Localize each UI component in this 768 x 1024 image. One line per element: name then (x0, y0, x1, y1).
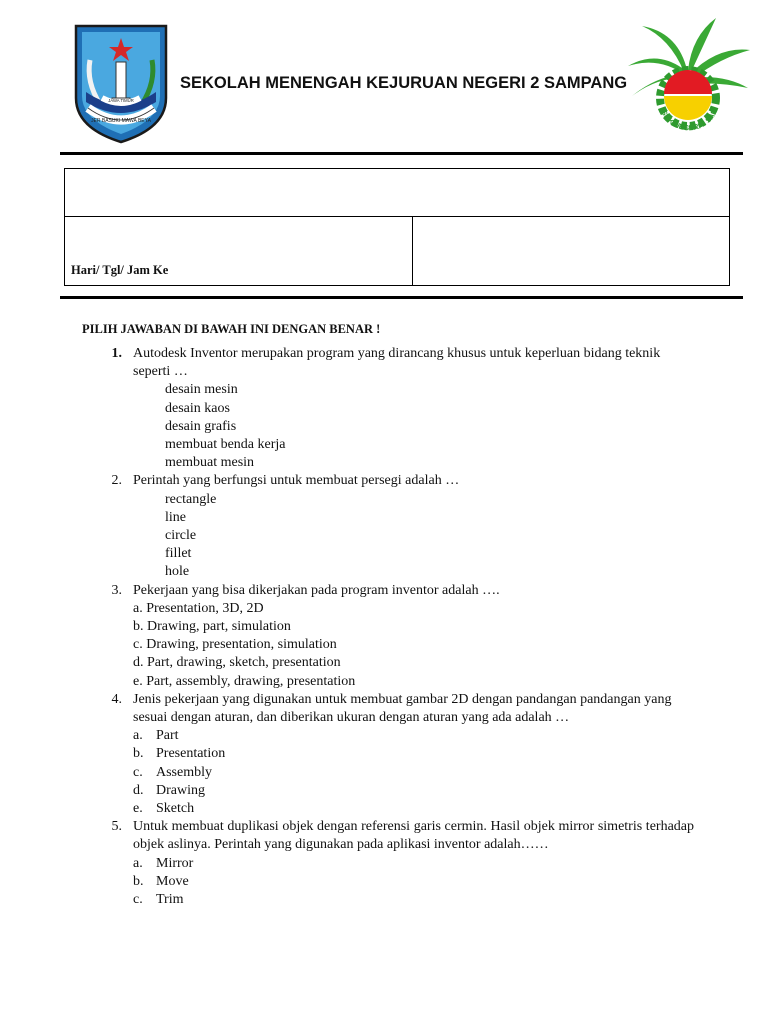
answer-option (133, 891, 768, 909)
east-java-emblem-logo (72, 20, 170, 144)
info-cell-date (65, 216, 413, 286)
info-row-subject (65, 169, 729, 217)
emblem-ribbon-text: JAWA TIMUR (108, 98, 134, 103)
option-letter: a. (133, 728, 143, 744)
answer-option (133, 727, 768, 745)
answer-option: desain kaos (165, 400, 230, 416)
answer-option (133, 873, 768, 891)
option-letter: d. (133, 782, 144, 798)
answer-option: rectangle (165, 491, 217, 507)
question-item (0, 472, 768, 490)
option-text: Drawing (156, 782, 205, 798)
question-number: 1. (111, 346, 122, 361)
option-text: Presentation (156, 746, 226, 762)
exam-info-table (64, 168, 730, 286)
answer-option: membuat benda kerja (165, 437, 286, 453)
header-divider-bottom (60, 296, 743, 299)
option-text: Assembly (156, 764, 212, 780)
answer-option: line (165, 509, 186, 525)
option-letter: c. (133, 892, 143, 908)
option-text: Trim (156, 892, 184, 908)
question-item (0, 345, 768, 381)
answer-option: desain mesin (165, 382, 238, 398)
option-text: Mirror (156, 855, 194, 871)
question-text: Jenis pekerjaan yang digunakan untuk membuat gambar 2D dengan pandangan pandangan yang sesuai dengan aturan, dan diberikan ukuran dengan aturan yang ada adalah … (133, 691, 672, 726)
question-number: 4. (111, 691, 122, 707)
answer-option: membuat mesin (165, 455, 255, 471)
logo-arc-text: SMK NEGERI 2 SAM (659, 106, 720, 133)
instruction-text: PILIH JAWABAN DI BAWAH INI DENGAN BENAR ! (82, 322, 381, 336)
question-item (0, 691, 768, 727)
question-text: Autodesk Inventor merupakan program yang dirancang khusus untuk keperluan bidang teknik seperti … (133, 346, 661, 380)
answer-option (133, 782, 768, 800)
answer-option: e. Part, assembly, drawing, presentation (133, 673, 356, 689)
answer-option: fillet (165, 546, 192, 562)
question-item (0, 582, 768, 600)
smk-negeri-2-sampang-logo (620, 16, 754, 140)
option-text: Part (156, 728, 179, 744)
option-letter: c. (133, 764, 143, 780)
option-letter: b. (133, 746, 144, 762)
answer-option: b. Drawing, part, simulation (133, 619, 291, 635)
question-text: Perintah yang berfungsi untuk membuat persegi adalah … (133, 473, 460, 489)
question-number: 5. (111, 819, 122, 835)
answer-option: d. Part, drawing, sketch, presentation (133, 655, 341, 671)
option-text: Move (156, 873, 189, 889)
answer-option: c. Drawing, presentation, simulation (133, 637, 337, 653)
answer-option (133, 745, 768, 763)
header-divider-top (60, 152, 743, 155)
option-letter: a. (133, 855, 143, 871)
answer-option: circle (165, 528, 197, 544)
answer-option: a. Presentation, 3D, 2D (133, 600, 264, 616)
emblem-motto-text: JER BASUKI MAWA BEYA (91, 118, 151, 124)
answer-option (133, 855, 768, 873)
option-letter: e. (133, 801, 143, 817)
date-label: Hari/ Tgl/ Jam Ke (71, 263, 169, 277)
school-title: SEKOLAH MENENGAH KEJURUAN NEGERI 2 SAMPANG (180, 74, 628, 92)
answer-option: desain grafis (165, 418, 237, 434)
answer-option (133, 800, 768, 818)
answer-option (133, 764, 768, 782)
option-text: Sketch (156, 801, 195, 817)
question-item (0, 818, 768, 854)
option-letter: b. (133, 873, 144, 889)
question-number: 3. (111, 582, 122, 598)
question-number: 2. (111, 473, 122, 489)
question-text: Untuk membuat duplikasi objek dengan referensi garis cermin. Hasil objek mirror simetris terhadap objek aslinya. Perintah yang digunakan pada aplikasi inventor adalah…… (133, 819, 694, 853)
answer-option: hole (165, 564, 190, 580)
info-cell-right (413, 216, 730, 286)
question-list (0, 345, 768, 909)
question-text: Pekerjaan yang bisa dikerjakan pada program inventor adalah …. (133, 582, 500, 598)
